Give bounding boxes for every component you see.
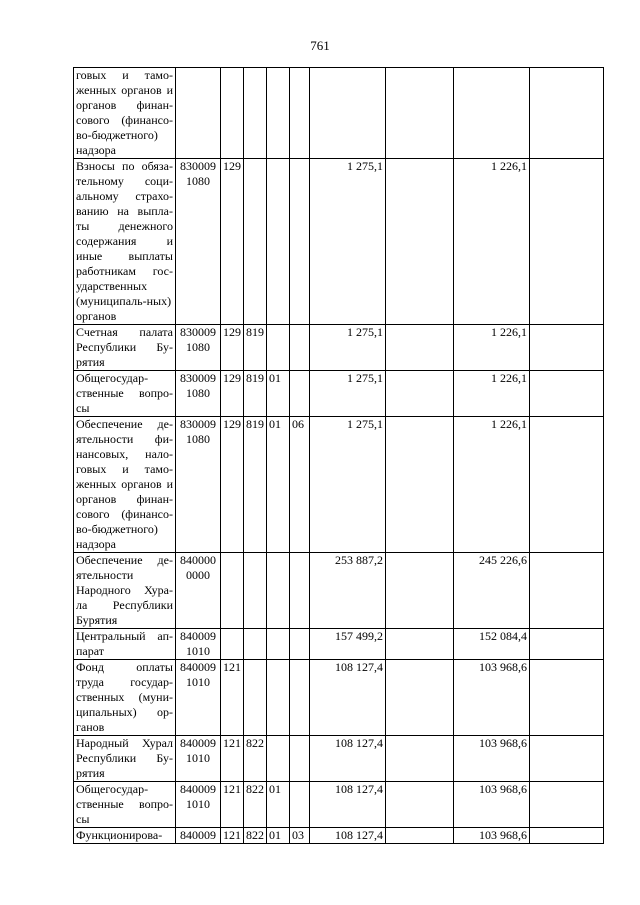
subsection-cell xyxy=(290,371,310,417)
target-article-cell: 830009 1080 xyxy=(176,159,221,325)
administrator-cell: 822 xyxy=(244,828,267,844)
amount-cell-1: 108 127,4 xyxy=(310,782,386,828)
expense-type-cell: 121 xyxy=(221,828,244,844)
empty-cell xyxy=(530,782,604,828)
amount-cell-2: 1 226,1 xyxy=(454,417,530,553)
amount-cell-2: 245 226,6 xyxy=(454,553,530,629)
expense-type-cell: 129 xyxy=(221,325,244,371)
section-cell: 01 xyxy=(267,371,290,417)
item-name-cell: Счетная палата Республики Бу-рятия xyxy=(74,325,176,371)
target-article-cell: 840009 xyxy=(176,828,221,844)
amount-cell-2 xyxy=(454,68,530,159)
amount-cell-2: 103 968,6 xyxy=(454,828,530,844)
subsection-cell xyxy=(290,553,310,629)
empty-cell xyxy=(386,736,454,782)
item-name-cell: Центральный ап-парат xyxy=(74,629,176,660)
amount-cell-1: 157 499,2 xyxy=(310,629,386,660)
expense-type-cell xyxy=(221,553,244,629)
empty-cell xyxy=(530,736,604,782)
section-cell: 01 xyxy=(267,417,290,553)
empty-cell xyxy=(386,629,454,660)
empty-cell xyxy=(386,325,454,371)
amount-cell-2: 103 968,6 xyxy=(454,736,530,782)
administrator-cell xyxy=(244,660,267,736)
page-number: 761 xyxy=(310,38,330,53)
table-row xyxy=(74,736,604,782)
amount-cell-1: 108 127,4 xyxy=(310,828,386,844)
expense-type-cell: 121 xyxy=(221,660,244,736)
subsection-cell xyxy=(290,325,310,371)
section-cell xyxy=(267,660,290,736)
section-cell xyxy=(267,629,290,660)
item-name-cell: Фонд оплаты труда государ-ственных (муни-ципальных) ор-ганов xyxy=(74,660,176,736)
subsection-cell: 03 xyxy=(290,828,310,844)
empty-cell xyxy=(386,417,454,553)
amount-cell-1: 108 127,4 xyxy=(310,736,386,782)
subsection-cell xyxy=(290,660,310,736)
section-cell xyxy=(267,159,290,325)
empty-cell xyxy=(386,553,454,629)
empty-cell xyxy=(386,782,454,828)
table-row xyxy=(74,159,604,325)
item-name-cell: Обеспечение де-ятельности фи-нансовых, нало-говых и тамо-женных органов и органов финан-сового (финансо-во-бюджетного) надзора xyxy=(74,417,176,553)
administrator-cell: 819 xyxy=(244,417,267,553)
amount-cell-2: 152 084,4 xyxy=(454,629,530,660)
subsection-cell: 06 xyxy=(290,417,310,553)
table-row xyxy=(74,68,604,159)
target-article-cell: 840009 1010 xyxy=(176,736,221,782)
administrator-cell: 819 xyxy=(244,371,267,417)
amount-cell-1 xyxy=(310,68,386,159)
amount-cell-2: 103 968,6 xyxy=(454,660,530,736)
amount-cell-2: 1 226,1 xyxy=(454,371,530,417)
empty-cell xyxy=(386,371,454,417)
administrator-cell xyxy=(244,629,267,660)
subsection-cell xyxy=(290,159,310,325)
amount-cell-1: 1 275,1 xyxy=(310,371,386,417)
table-row xyxy=(74,660,604,736)
amount-cell-1: 253 887,2 xyxy=(310,553,386,629)
target-article-cell: 830009 1080 xyxy=(176,325,221,371)
expense-type-cell: 121 xyxy=(221,782,244,828)
subsection-cell xyxy=(290,782,310,828)
administrator-cell: 822 xyxy=(244,782,267,828)
table-row xyxy=(74,417,604,553)
administrator-cell xyxy=(244,553,267,629)
amount-cell-2: 1 226,1 xyxy=(454,325,530,371)
empty-cell xyxy=(530,371,604,417)
amount-cell-2: 103 968,6 xyxy=(454,782,530,828)
empty-cell xyxy=(386,828,454,844)
target-article-cell: 840009 1010 xyxy=(176,782,221,828)
item-name-cell: Функционирова- xyxy=(74,828,176,844)
table-row xyxy=(74,553,604,629)
item-name-cell: Взносы по обяза-тельному соци-альному страхо-ванию на выпла-ты денежного содержания и иные выплаты работникам гос-ударственных (муниципаль-ных) органов xyxy=(74,159,176,325)
section-cell xyxy=(267,553,290,629)
expense-type-cell: 129 xyxy=(221,371,244,417)
subsection-cell xyxy=(290,629,310,660)
subsection-cell xyxy=(290,68,310,159)
table-row xyxy=(74,325,604,371)
section-cell xyxy=(267,325,290,371)
empty-cell xyxy=(530,159,604,325)
table-row xyxy=(74,629,604,660)
expense-type-cell: 121 xyxy=(221,736,244,782)
amount-cell-2: 1 226,1 xyxy=(454,159,530,325)
amount-cell-1: 1 275,1 xyxy=(310,159,386,325)
budget-table xyxy=(73,67,604,844)
empty-cell xyxy=(530,553,604,629)
empty-cell xyxy=(530,417,604,553)
item-name-cell: Обеспечение де-ятельности Народного Хура-ла Республики Бурятия xyxy=(74,553,176,629)
subsection-cell xyxy=(290,736,310,782)
amount-cell-1: 108 127,4 xyxy=(310,660,386,736)
table-row xyxy=(74,371,604,417)
item-name-cell: Народный Хурал Республики Бу-рятия xyxy=(74,736,176,782)
expense-type-cell xyxy=(221,629,244,660)
amount-cell-1: 1 275,1 xyxy=(310,325,386,371)
target-article-cell: 840009 1010 xyxy=(176,629,221,660)
section-cell: 01 xyxy=(267,782,290,828)
table-row xyxy=(74,782,604,828)
item-name-cell: Общегосудар-ственные вопро-сы xyxy=(74,782,176,828)
section-cell: 01 xyxy=(267,828,290,844)
administrator-cell: 822 xyxy=(244,736,267,782)
administrator-cell xyxy=(244,68,267,159)
expense-type-cell xyxy=(221,68,244,159)
empty-cell xyxy=(386,68,454,159)
item-name-cell: Общегосудар-ственные вопро-сы xyxy=(74,371,176,417)
administrator-cell: 819 xyxy=(244,325,267,371)
amount-cell-1: 1 275,1 xyxy=(310,417,386,553)
target-article-cell: 830009 1080 xyxy=(176,417,221,553)
table-row xyxy=(74,828,604,844)
administrator-cell xyxy=(244,159,267,325)
empty-cell xyxy=(530,629,604,660)
target-article-cell: 840009 1010 xyxy=(176,660,221,736)
target-article-cell: 830009 1080 xyxy=(176,371,221,417)
empty-cell xyxy=(530,828,604,844)
expense-type-cell: 129 xyxy=(221,417,244,553)
section-cell xyxy=(267,68,290,159)
section-cell xyxy=(267,736,290,782)
empty-cell xyxy=(386,159,454,325)
item-name-cell: говых и тамо-женных органов и органов финан-сового (финансо-во-бюджетного) надзора xyxy=(74,68,176,159)
target-article-cell: 840000 0000 xyxy=(176,553,221,629)
empty-cell xyxy=(530,660,604,736)
expense-type-cell: 129 xyxy=(221,159,244,325)
empty-cell xyxy=(530,68,604,159)
empty-cell xyxy=(530,325,604,371)
target-article-cell xyxy=(176,68,221,159)
empty-cell xyxy=(386,660,454,736)
